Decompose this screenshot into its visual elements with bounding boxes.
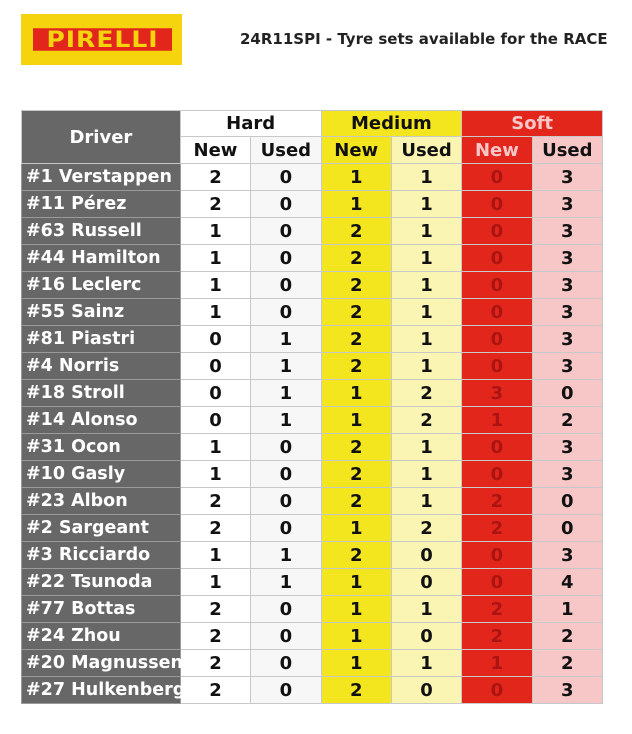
hard-new-cell: 1 [180,245,250,272]
hard-new-cell: 2 [180,164,250,191]
soft-used-cell: 3 [532,164,602,191]
driver-name: #81 Piastri [22,326,181,353]
driver-name: #18 Stroll [22,380,181,407]
table-row [22,218,603,245]
driver-name: #22 Tsunoda [22,569,181,596]
driver-name: #55 Sainz [22,299,181,326]
medium-used-cell: 0 [391,542,461,569]
hard-used-cell: 1 [251,569,321,596]
driver-name: #10 Gasly [22,461,181,488]
soft-used-header: Used [532,137,602,164]
driver-name: #2 Sargeant [22,515,181,542]
soft-new-cell: 2 [462,623,532,650]
hard-new-cell: 1 [180,434,250,461]
soft-used-cell: 3 [532,299,602,326]
soft-new-cell: 0 [462,326,532,353]
soft-used-cell: 3 [532,434,602,461]
tyre-sets-table [21,110,603,704]
medium-used-cell: 1 [391,596,461,623]
hard-new-cell: 1 [180,569,250,596]
hard-new-cell: 1 [180,461,250,488]
medium-used-cell: 1 [391,191,461,218]
table-row [22,488,603,515]
medium-used-cell: 1 [391,272,461,299]
hard-used-cell: 0 [251,650,321,677]
hard-new-cell: 2 [180,677,250,704]
medium-new-cell: 2 [321,677,391,704]
table-row [22,245,603,272]
soft-used-cell: 0 [532,380,602,407]
table-row [22,164,603,191]
medium-new-cell: 2 [321,218,391,245]
driver-name: #1 Verstappen [22,164,181,191]
table-row [22,191,603,218]
hard-used-header: Used [251,137,321,164]
hard-used-cell: 1 [251,353,321,380]
hard-new-cell: 1 [180,299,250,326]
driver-name: #23 Albon [22,488,181,515]
pirelli-wordmark: PIRELLI [33,28,172,51]
hard-new-header: New [180,137,250,164]
soft-used-cell: 3 [532,677,602,704]
medium-used-cell: 0 [391,623,461,650]
medium-header: Medium [321,111,462,137]
table-row [22,299,603,326]
hard-used-cell: 1 [251,326,321,353]
soft-used-cell: 3 [532,542,602,569]
soft-used-cell: 2 [532,407,602,434]
medium-used-cell: 2 [391,515,461,542]
table-row [22,434,603,461]
soft-used-cell: 2 [532,623,602,650]
medium-used-cell: 2 [391,407,461,434]
driver-name: #24 Zhou [22,623,181,650]
soft-new-cell: 1 [462,650,532,677]
soft-used-cell: 1 [532,596,602,623]
soft-new-header: New [462,137,532,164]
driver-name: #11 Pérez [22,191,181,218]
soft-used-cell: 3 [532,326,602,353]
soft-used-cell: 3 [532,191,602,218]
medium-used-cell: 0 [391,677,461,704]
hard-used-cell: 0 [251,677,321,704]
medium-used-cell: 0 [391,569,461,596]
soft-used-cell: 0 [532,515,602,542]
soft-used-cell: 3 [532,353,602,380]
hard-new-cell: 0 [180,326,250,353]
soft-used-cell: 3 [532,272,602,299]
driver-name: #63 Russell [22,218,181,245]
hard-new-cell: 1 [180,272,250,299]
hard-used-cell: 1 [251,542,321,569]
hard-new-cell: 0 [180,380,250,407]
soft-new-cell: 0 [462,542,532,569]
medium-new-cell: 1 [321,569,391,596]
medium-used-cell: 1 [391,461,461,488]
hard-used-cell: 0 [251,218,321,245]
soft-new-cell: 0 [462,164,532,191]
medium-new-cell: 2 [321,434,391,461]
hard-new-cell: 2 [180,650,250,677]
soft-new-cell: 0 [462,299,532,326]
hard-used-cell: 1 [251,407,321,434]
medium-new-cell: 1 [321,623,391,650]
table-row [22,596,603,623]
hard-used-cell: 1 [251,380,321,407]
soft-new-cell: 2 [462,515,532,542]
soft-new-cell: 0 [462,245,532,272]
medium-new-cell: 2 [321,542,391,569]
hard-new-cell: 2 [180,623,250,650]
driver-name: #31 Ocon [22,434,181,461]
medium-new-cell: 2 [321,326,391,353]
soft-header: Soft [462,111,603,137]
table-row [22,461,603,488]
hard-used-cell: 0 [251,191,321,218]
hard-used-cell: 0 [251,272,321,299]
driver-name: #77 Bottas [22,596,181,623]
medium-used-cell: 1 [391,353,461,380]
medium-used-cell: 1 [391,650,461,677]
hard-used-cell: 0 [251,623,321,650]
driver-name: #16 Leclerc [22,272,181,299]
soft-new-cell: 2 [462,596,532,623]
hard-used-cell: 0 [251,164,321,191]
medium-used-cell: 1 [391,299,461,326]
medium-new-cell: 1 [321,407,391,434]
driver-name: #4 Norris [22,353,181,380]
medium-used-cell: 1 [391,326,461,353]
table-row [22,515,603,542]
soft-new-cell: 0 [462,191,532,218]
soft-used-cell: 3 [532,245,602,272]
medium-used-cell: 1 [391,164,461,191]
hard-new-cell: 0 [180,353,250,380]
medium-used-cell: 1 [391,245,461,272]
medium-new-cell: 2 [321,488,391,515]
medium-used-header: Used [391,137,461,164]
table-row [22,353,603,380]
soft-new-cell: 3 [462,380,532,407]
medium-used-cell: 2 [391,380,461,407]
pirelli-logo [21,14,182,65]
soft-new-cell: 2 [462,488,532,515]
soft-new-cell: 0 [462,218,532,245]
hard-used-cell: 0 [251,434,321,461]
medium-new-cell: 1 [321,515,391,542]
driver-name: #44 Hamilton [22,245,181,272]
driver-name: #3 Ricciardo [22,542,181,569]
hard-used-cell: 0 [251,596,321,623]
medium-new-cell: 2 [321,245,391,272]
hard-new-cell: 2 [180,191,250,218]
soft-used-cell: 3 [532,461,602,488]
hard-new-cell: 2 [180,488,250,515]
soft-used-cell: 2 [532,650,602,677]
medium-new-cell: 2 [321,299,391,326]
table-row [22,407,603,434]
hard-used-cell: 0 [251,488,321,515]
hard-new-cell: 2 [180,596,250,623]
medium-new-header: New [321,137,391,164]
medium-new-cell: 1 [321,596,391,623]
medium-new-cell: 2 [321,353,391,380]
medium-new-cell: 1 [321,191,391,218]
driver-header: Driver [22,111,181,164]
driver-name: #20 Magnussen [22,650,181,677]
hard-header: Hard [180,111,321,137]
driver-name: #14 Alonso [22,407,181,434]
hard-new-cell: 1 [180,218,250,245]
soft-new-cell: 0 [462,569,532,596]
soft-new-cell: 0 [462,272,532,299]
medium-used-cell: 1 [391,488,461,515]
page-title: 24R11SPI - Tyre sets available for the RACE [240,30,608,48]
hard-used-cell: 0 [251,299,321,326]
medium-new-cell: 1 [321,380,391,407]
medium-used-cell: 1 [391,218,461,245]
medium-new-cell: 1 [321,164,391,191]
soft-new-cell: 0 [462,353,532,380]
medium-new-cell: 2 [321,461,391,488]
table-row [22,542,603,569]
table-row [22,272,603,299]
table-row [22,326,603,353]
soft-new-cell: 0 [462,461,532,488]
soft-used-cell: 4 [532,569,602,596]
soft-new-cell: 0 [462,434,532,461]
hard-used-cell: 0 [251,515,321,542]
hard-used-cell: 0 [251,461,321,488]
hard-used-cell: 0 [251,245,321,272]
medium-new-cell: 2 [321,272,391,299]
table-row [22,623,603,650]
hard-new-cell: 0 [180,407,250,434]
hard-new-cell: 2 [180,515,250,542]
hard-new-cell: 1 [180,542,250,569]
driver-name: #27 Hulkenberg [22,677,181,704]
soft-used-cell: 3 [532,218,602,245]
medium-used-cell: 1 [391,434,461,461]
table-row [22,677,603,704]
medium-new-cell: 1 [321,650,391,677]
soft-new-cell: 0 [462,677,532,704]
table-row [22,569,603,596]
soft-used-cell: 0 [532,488,602,515]
table-row [22,650,603,677]
soft-new-cell: 1 [462,407,532,434]
table-row [22,380,603,407]
